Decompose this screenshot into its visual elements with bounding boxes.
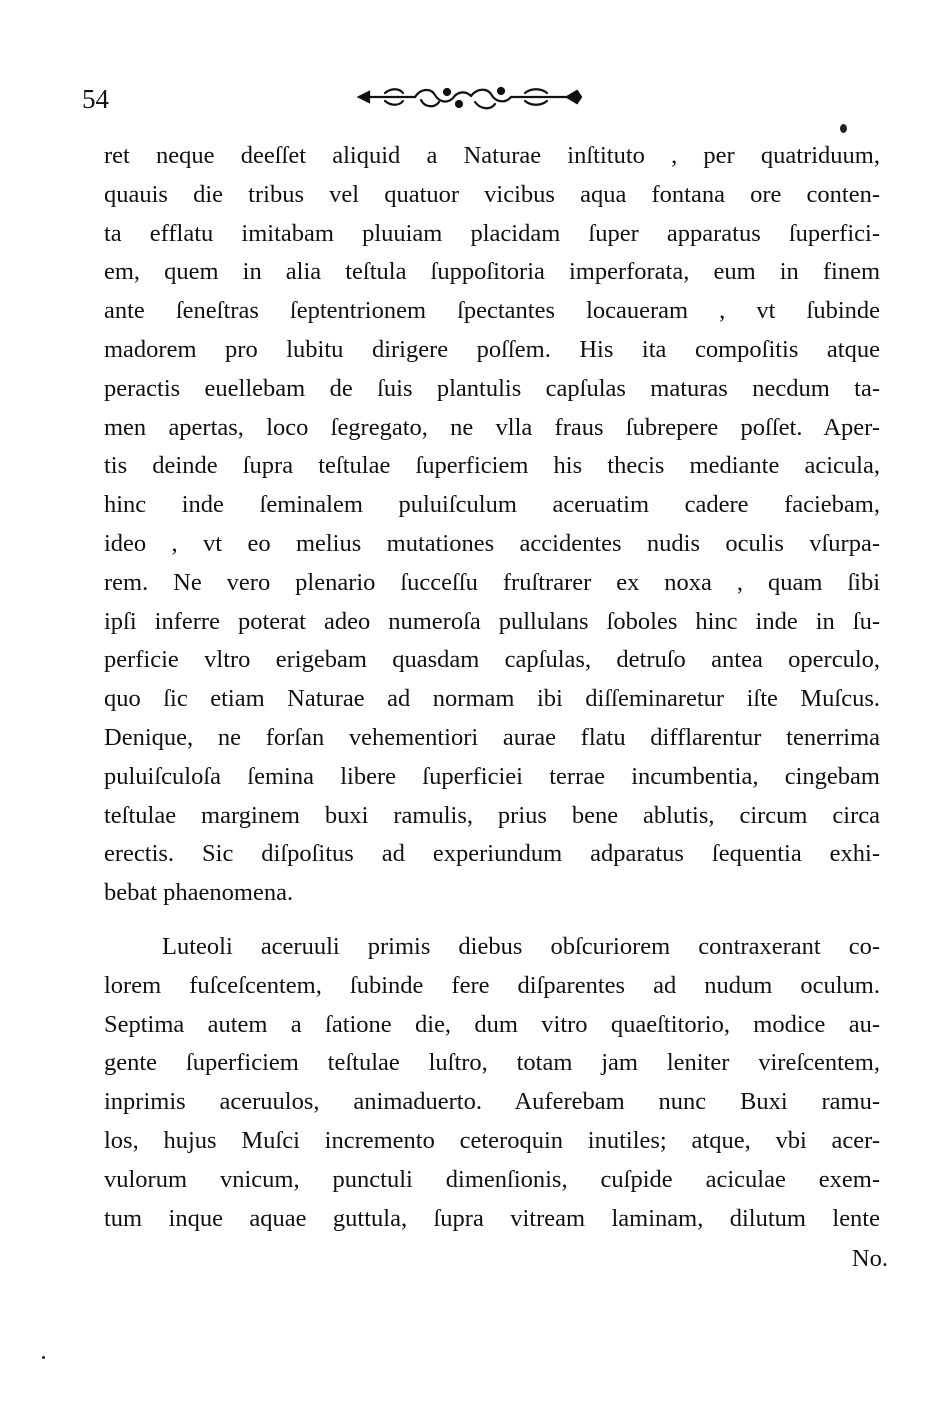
text-line: teſtulae marginem buxi ramulis, prius bene ablutis, circum circa — [104, 801, 880, 829]
text-line: ret neque deeſſet aliquid a Naturae inſtituto , per quatriduum, — [104, 142, 880, 169]
text-line: erectis. Sic diſpoſitus ad experiundum adparatus ſequentia exhi- — [104, 840, 880, 868]
text-line: men apertas, loco ſegregato, ne vlla fraus ſubrepere poſſet. Aper- — [104, 413, 880, 441]
ink-speck — [42, 1356, 45, 1359]
text-line: gente ſuperficiem teſtulae luſtro, totam jam leniter vireſcentem, — [104, 1049, 880, 1077]
text-line: puluiſculoſa ſemina libere ſuperficiei terrae incumbentia, cingebam — [104, 762, 880, 790]
text-line: hinc inde ſeminalem puluiſculum aceruatim cadere faciebam, — [104, 491, 880, 519]
decorative-headpiece-ornament-icon — [355, 80, 585, 114]
text-line: los, hujus Muſci incremento ceteroquin inutiles; atque, vbi acer- — [104, 1126, 880, 1154]
text-line: bebat phaenomena. — [104, 879, 294, 907]
text-line: perficie vltro erigebam quasdam capſulas, detruſo antea operculo, — [104, 646, 880, 674]
text-line: Septima autem a ſatione die, dum vitro quaeſtitorio, modice au- — [104, 1010, 880, 1038]
text-line: ante ſeneſtras ſeptentrionem ſpectantes locaueram , vt ſubinde — [104, 297, 880, 325]
text-line: Denique, ne forſan vehementiori aurae flatu difflarentur tenerrima — [104, 723, 880, 751]
text-line: peractis euellebam de ſuis plantulis capſulas maturas necdum ta- — [104, 374, 880, 402]
text-line: em, quem in alia teſtula ſuppoſitoria imperforata, eum in finem — [104, 258, 880, 286]
text-line: quauis die tribus vel quatuor vicibus aqua fontana ore conten- — [104, 180, 880, 208]
paragraph-1 — [104, 137, 880, 913]
text-line: vulorum vnicum, punctuli dimenſionis, cuſpide aciculae exem- — [104, 1165, 880, 1193]
page-number: 54 — [82, 84, 109, 114]
paragraph-2 — [104, 928, 880, 1238]
text-line: tum inque aquae guttula, ſupra vitream laminam, dilutum lente — [104, 1204, 880, 1232]
text-line: ta efflatu imitabam pluuiam placidam ſuper apparatus ſuperfici- — [104, 219, 880, 247]
text-line: rem. Ne vero plenario ſucceſſu fruſtrarer ex noxa , quam ſibi — [104, 568, 880, 596]
text-line: lorem fuſceſcentem, ſubinde fere diſparentes ad nudum oculum. — [104, 971, 880, 999]
text-line: ideo , vt eo melius mutationes accidentes nudis oculis vſurpa- — [104, 529, 880, 557]
text-line: tis deinde ſupra teſtulae ſuperficiem his thecis mediante acicula, — [104, 452, 880, 480]
text-line: inprimis aceruulos, animaduerto. Auferebam nunc Buxi ramu- — [104, 1088, 880, 1116]
text-line: Luteoli aceruuli primis diebus obſcuriorem contraxerant co- — [162, 933, 880, 960]
text-line: ipſi inferre poterat adeo numeroſa pullulans ſoboles hinc inde in ſu- — [104, 607, 880, 635]
ink-speck — [840, 124, 847, 133]
text-line: quo ſic etiam Naturae ad normam ibi diſſeminaretur iſte Muſcus. — [104, 685, 880, 713]
catchword: No. — [851, 1245, 888, 1272]
text-line: madorem pro lubitu dirigere poſſem. His ita compoſitis atque — [104, 335, 880, 363]
